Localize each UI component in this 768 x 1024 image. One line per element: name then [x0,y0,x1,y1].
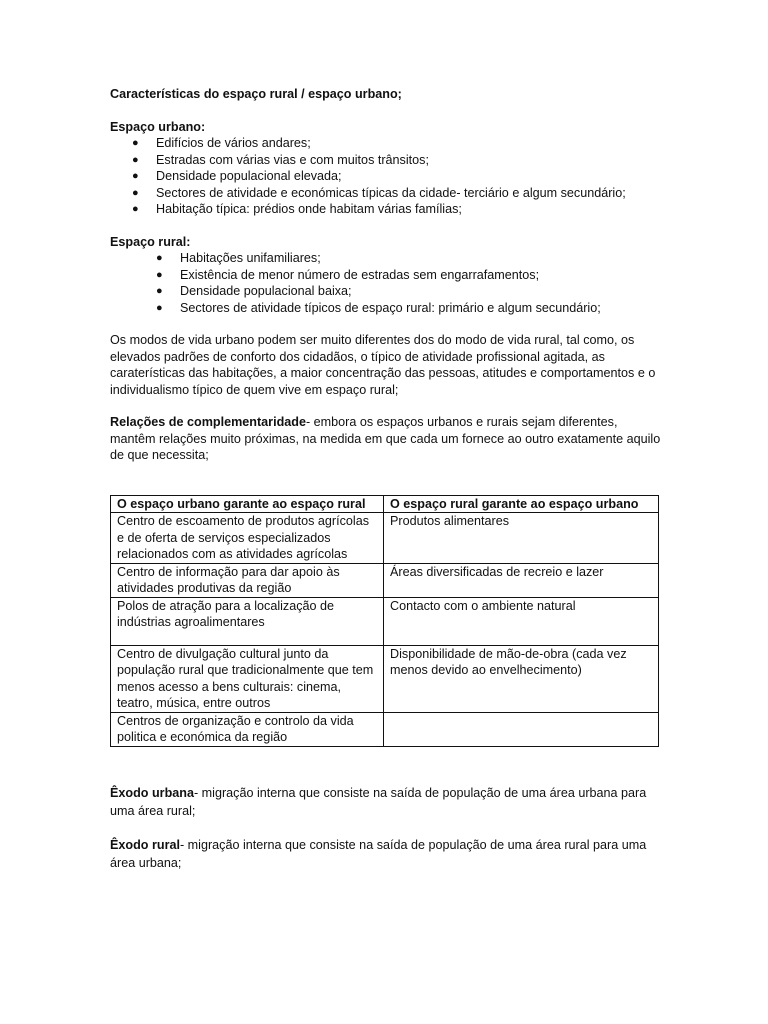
list-item: ● Densidade populacional elevada; [132,169,342,183]
relacoes-text: - embora os espaços urbanos e rurais sejam diferentes, mantêm relações muito próximas, na medida em que cada um fornece ao outro exatamente aquilo de que necessita; [110,415,661,462]
table-header-rural: O espaço rural garante ao espaço urbano [384,495,659,513]
list-item: ● Habitação típica: prédios onde habitam várias famílias; [132,202,462,216]
table-cell: Contacto com o ambiente natural [384,597,659,645]
table-cell: Polos de atração para a localização de indústrias agroalimentares [111,597,384,645]
bullet-icon: ● [156,285,163,297]
table-cell: Produtos alimentares [384,513,659,564]
urban-list [110,135,662,218]
table-cell: Centro de escoamento de produtos agrícolas e de oferta de serviços especializados relacionados com as atividades agrícolas [111,513,384,564]
table-header-row [111,495,659,513]
exodo-urbano-paragraph [110,784,662,820]
exodo-rural-paragraph [110,836,662,872]
list-item: ● Densidade populacional baixa; [156,284,352,298]
list-item: ● Estradas com várias vias e com muitos trânsitos; [132,152,429,167]
table-cell [384,712,659,746]
comparison-table [110,495,659,747]
table-row [111,645,659,712]
list-item: ● Sectores de atividade típicos de espaço rural: primário e algum secundário; [156,300,601,315]
table-row [111,513,659,564]
table-row [111,563,659,597]
modos-paragraph: Os modos de vida urbano podem ser muito diferentes dos do modo de vida rural, tal como, os elevados padrões de conforto dos cidadãos, o típico de atividade profissional agitada, as caraterísticas das habitações, a maior concentração das pessoas, atitudes e comportamentos e o individualismo típico de quem vive em espaço rural; [110,333,656,397]
exodo-urbano-text: - migração interna que consiste na saída de população de uma área urbana para uma área rural; [110,785,647,818]
bullet-icon: ● [156,301,163,314]
list-item: ● Habitações unifamiliares; [156,251,321,265]
list-item: ● Sectores de atividade e económicas típicas da cidade- terciário e algum secundário; [132,185,626,200]
bullet-icon: ● [132,153,139,166]
relacoes-paragraph [110,414,662,464]
bullet-icon: ● [132,137,139,149]
bullet-icon: ● [156,268,163,281]
table-cell: Centros de organização e controlo da vida politica e económica da região [111,712,384,746]
table-row [111,597,659,645]
table-cell: Centro de informação para dar apoio às atividades produtivas da região [111,563,384,597]
bullet-icon: ● [156,252,163,264]
table-header-urban: O espaço urbano garante ao espaço rural [111,495,384,513]
relacoes-term: Relações de complementaridade [110,415,306,429]
exodo-urbano-term: Êxodo urbana [110,785,194,800]
exodo-rural-text: - migração interna que consiste na saída de população de uma área rural para uma área urbana; [110,837,647,870]
table-cell: Áreas diversificadas de recreio e lazer [384,563,659,597]
list-item: ● Edifícios de vários andares; [132,136,311,150]
list-item: ● Existência de menor número de estradas sem engarrafamentos; [156,267,540,282]
table-cell: Disponibilidade de mão-de-obra (cada vez menos devido ao envelhecimento) [384,645,659,712]
rural-heading: Espaço rural: [110,234,191,249]
table-row [111,712,659,746]
rural-list [110,250,662,316]
document-content [110,86,662,888]
table-cell: Centro de divulgação cultural junto da população rural que tradicionalmente que tem menos acesso a bens culturais: cinema, teatro, música, entre outros [111,645,384,712]
exodo-rural-term: Êxodo rural [110,837,180,852]
bullet-icon: ● [132,203,139,215]
bullet-icon: ● [132,170,139,182]
bullet-icon: ● [132,186,139,199]
urban-heading: Espaço urbano: [110,119,206,134]
document-title: Características do espaço rural / espaço urbano; [110,87,402,101]
